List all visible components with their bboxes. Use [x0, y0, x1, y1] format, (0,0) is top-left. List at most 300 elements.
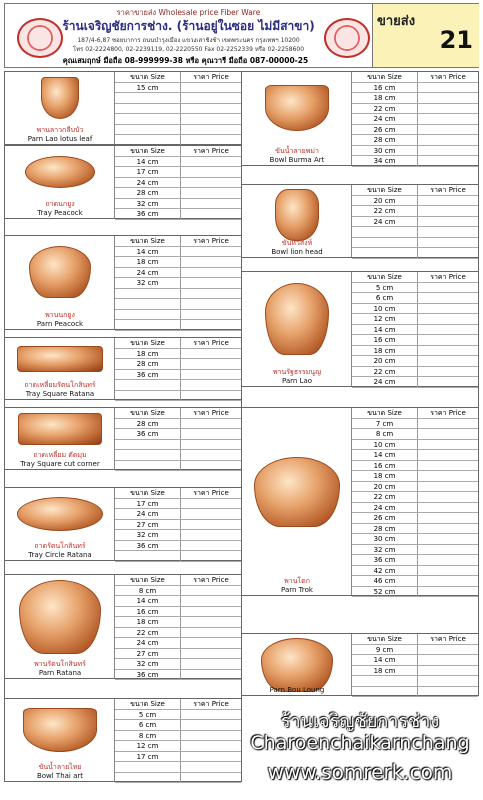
size-cell: 32 cm	[115, 530, 181, 540]
size-cell	[115, 380, 181, 390]
table-row	[352, 83, 478, 94]
size-cell: 16 cm	[352, 335, 418, 345]
table-row	[115, 310, 241, 321]
price-cell	[181, 247, 241, 257]
price-cell	[181, 499, 241, 509]
size-header: ขนาด Size	[352, 185, 418, 195]
price-cell	[181, 551, 241, 561]
size-cell: 46 cm	[352, 576, 418, 586]
size-header: ขนาด Size	[115, 146, 181, 156]
table-row	[115, 752, 241, 763]
size-cell	[115, 125, 181, 135]
product-name-thai: พานโตก	[284, 577, 310, 585]
table-row	[115, 520, 241, 531]
product-section	[5, 145, 241, 219]
product-name-english: Tray Square cut corner	[20, 460, 100, 468]
price-cell	[418, 524, 478, 534]
product-photo	[254, 457, 340, 527]
price-header: ราคา Price	[193, 576, 229, 584]
table-row	[352, 156, 478, 167]
table-header-row	[352, 72, 478, 83]
price-cell	[418, 238, 478, 248]
price-cell	[181, 157, 241, 167]
table-row	[115, 268, 241, 279]
size-price-table	[115, 408, 241, 471]
price-cell	[181, 199, 241, 209]
table-row	[115, 731, 241, 742]
table-row	[115, 157, 241, 168]
price-cell	[181, 762, 241, 772]
table-row	[115, 247, 241, 258]
size-cell: 8 cm	[115, 586, 181, 596]
table-header-row	[115, 72, 241, 83]
size-cell: 24 cm	[352, 114, 418, 124]
table-row	[115, 419, 241, 430]
table-row	[115, 199, 241, 210]
size-cell: 24 cm	[115, 638, 181, 648]
table-row	[115, 440, 241, 451]
size-cell	[115, 773, 181, 783]
size-cell: 24 cm	[115, 509, 181, 519]
product-name-thai: ขันน้ำลายไทย	[38, 763, 82, 771]
table-row	[352, 238, 478, 249]
price-cell	[181, 83, 241, 93]
table-row	[352, 687, 478, 698]
price-cell	[418, 156, 478, 166]
product-section	[5, 698, 241, 782]
price-cell	[181, 178, 241, 188]
table-row	[115, 586, 241, 597]
size-header: ขนาด Size	[115, 488, 181, 498]
price-cell	[181, 104, 241, 114]
price-cell	[181, 649, 241, 659]
table-row	[115, 450, 241, 461]
price-header: ราคา Price	[430, 273, 466, 281]
price-cell	[418, 687, 478, 697]
price-cell	[181, 752, 241, 762]
table-row	[115, 628, 241, 639]
table-row	[352, 429, 478, 440]
price-cell	[181, 659, 241, 669]
price-header: ราคา Price	[430, 73, 466, 81]
price-cell	[181, 461, 241, 471]
size-cell	[115, 289, 181, 299]
size-cell: 36 cm	[115, 670, 181, 680]
table-row	[352, 146, 478, 157]
table-row	[352, 377, 478, 388]
size-cell: 14 cm	[352, 450, 418, 460]
table-row	[352, 645, 478, 656]
price-cell	[418, 356, 478, 366]
size-cell: 18 cm	[115, 349, 181, 359]
table-row	[115, 125, 241, 136]
table-row	[115, 114, 241, 125]
size-cell: 16 cm	[352, 461, 418, 471]
size-cell: 20 cm	[352, 196, 418, 206]
table-row	[352, 293, 478, 304]
table-row	[115, 762, 241, 773]
table-row	[115, 93, 241, 104]
table-row	[115, 649, 241, 660]
size-price-table	[115, 72, 241, 146]
table-row	[352, 346, 478, 357]
price-cell	[181, 125, 241, 135]
price-cell	[418, 440, 478, 450]
size-cell: 28 cm	[352, 524, 418, 534]
size-cell: 14 cm	[352, 655, 418, 665]
size-header: ขนาด Size	[352, 72, 418, 82]
price-cell	[181, 450, 241, 460]
price-cell	[181, 710, 241, 720]
table-row	[115, 659, 241, 670]
price-cell	[418, 325, 478, 335]
table-row	[352, 217, 478, 228]
product-image-cell	[5, 236, 115, 329]
size-price-table	[115, 146, 241, 220]
price-header: ราคา Price	[193, 237, 229, 245]
product-section	[5, 407, 241, 470]
price-header: ราคา Price	[430, 186, 466, 194]
price-cell	[181, 530, 241, 540]
price-cell	[418, 93, 478, 103]
table-row	[115, 741, 241, 752]
size-cell	[115, 114, 181, 124]
size-price-table	[352, 72, 478, 167]
table-row	[352, 93, 478, 104]
price-cell	[181, 731, 241, 741]
price-cell	[418, 146, 478, 156]
price-cell	[181, 310, 241, 320]
size-price-table	[115, 488, 241, 562]
price-header: ราคา Price	[430, 409, 466, 417]
size-cell: 7 cm	[352, 419, 418, 429]
table-row	[115, 638, 241, 649]
price-cell	[418, 450, 478, 460]
product-image-cell	[5, 408, 115, 469]
table-row	[352, 492, 478, 503]
table-row	[115, 773, 241, 784]
price-cell	[418, 367, 478, 377]
price-cell	[418, 545, 478, 555]
table-row	[352, 196, 478, 207]
table-row	[115, 104, 241, 115]
size-cell: 32 cm	[352, 545, 418, 555]
table-row	[352, 304, 478, 315]
right-column	[241, 71, 479, 696]
product-name-english: Parn Ratana	[38, 669, 82, 677]
table-row	[352, 471, 478, 482]
table-header-row	[352, 408, 478, 419]
price-header: ราคา Price	[193, 489, 229, 497]
price-cell	[181, 741, 241, 751]
price-cell	[181, 520, 241, 530]
wholesale-box	[372, 4, 479, 67]
product-name-english: Parn Lao lotus leaf	[27, 134, 93, 143]
table-row	[115, 188, 241, 199]
size-cell: 14 cm	[115, 596, 181, 606]
size-cell: 20 cm	[352, 482, 418, 492]
size-cell: 16 cm	[115, 607, 181, 617]
table-row	[352, 440, 478, 451]
size-cell	[115, 320, 181, 330]
size-cell	[115, 104, 181, 114]
size-cell: 24 cm	[352, 217, 418, 227]
table-row	[115, 499, 241, 510]
price-cell	[181, 607, 241, 617]
size-cell: 14 cm	[352, 325, 418, 335]
price-cell	[418, 104, 478, 114]
size-cell: 18 cm	[352, 93, 418, 103]
price-header: ราคา Price	[193, 700, 229, 708]
size-cell: 22 cm	[352, 367, 418, 377]
table-header-row	[115, 575, 241, 586]
size-cell: 22 cm	[352, 104, 418, 114]
size-cell: 27 cm	[115, 649, 181, 659]
product-photo	[265, 283, 329, 355]
price-cell	[418, 576, 478, 586]
price-cell	[418, 217, 478, 227]
product-image-cell	[5, 488, 115, 560]
price-cell	[418, 587, 478, 597]
size-cell: 26 cm	[352, 125, 418, 135]
size-price-table	[115, 575, 241, 680]
table-row	[352, 655, 478, 666]
size-cell: 36 cm	[115, 429, 181, 439]
size-header: ขนาด Size	[115, 408, 181, 418]
table-row	[352, 450, 478, 461]
product-name-thai: พานนกยูง	[45, 310, 75, 319]
product-photo	[18, 413, 102, 445]
size-cell: 34 cm	[352, 156, 418, 166]
price-cell	[181, 429, 241, 439]
table-row	[115, 349, 241, 360]
table-row	[115, 278, 241, 289]
size-cell	[352, 676, 418, 686]
table-row	[352, 513, 478, 524]
size-cell: 15 cm	[115, 83, 181, 93]
table-row	[352, 206, 478, 217]
size-cell: 20 cm	[352, 356, 418, 366]
product-photo	[41, 77, 79, 119]
table-row	[115, 429, 241, 440]
size-cell	[115, 440, 181, 450]
size-cell: 6 cm	[115, 720, 181, 730]
product-photo	[265, 85, 329, 131]
table-row	[115, 289, 241, 300]
size-cell: 22 cm	[115, 628, 181, 638]
table-row	[352, 125, 478, 136]
table-row	[352, 566, 478, 577]
price-cell	[418, 566, 478, 576]
size-header: ขนาด Size	[115, 699, 181, 709]
price-cell	[181, 135, 241, 145]
price-cell	[181, 541, 241, 551]
table-row	[115, 167, 241, 178]
product-name-thai: ขันน้ำลายพม่า	[275, 146, 319, 155]
size-cell: 14 cm	[115, 247, 181, 257]
size-cell: 28 cm	[115, 359, 181, 369]
wholesale-label: ขายส่ง	[377, 14, 416, 29]
size-cell: 8 cm	[352, 429, 418, 439]
product-image-cell	[242, 634, 352, 695]
price-cell	[418, 206, 478, 216]
price-cell	[418, 461, 478, 471]
size-cell: 17 cm	[115, 499, 181, 509]
price-cell	[418, 492, 478, 502]
product-name-english: Parn Peacock	[36, 319, 84, 328]
size-cell: 8 cm	[115, 731, 181, 741]
size-cell: 5 cm	[352, 283, 418, 293]
price-cell	[181, 380, 241, 390]
size-cell	[115, 461, 181, 471]
table-row	[115, 380, 241, 391]
product-section	[5, 337, 241, 400]
product-image-cell	[5, 146, 115, 218]
table-row	[352, 555, 478, 566]
shop-name: ร้านเจริญชัยการช่าง. (ร้านอยู่ในซอย ไม่มีสาขา)	[62, 19, 315, 33]
size-cell	[115, 135, 181, 145]
size-cell	[352, 248, 418, 258]
table-row	[115, 135, 241, 146]
product-name-thai: ขันหัวสิงห์	[281, 238, 313, 247]
product-name-english: Parn Lao	[281, 376, 313, 385]
price-cell	[418, 482, 478, 492]
size-cell: 10 cm	[352, 304, 418, 314]
table-row	[352, 367, 478, 378]
table-row	[352, 524, 478, 535]
size-cell: 36 cm	[115, 541, 181, 551]
product-name-english: Tray Peacock	[37, 208, 83, 217]
size-cell: 18 cm	[352, 346, 418, 356]
price-cell	[418, 135, 478, 145]
size-cell: 24 cm	[115, 268, 181, 278]
table-row	[115, 359, 241, 370]
product-image-cell	[242, 185, 352, 257]
price-cell	[418, 248, 478, 258]
price-cell	[181, 720, 241, 730]
table-row	[352, 503, 478, 514]
table-row	[352, 227, 478, 238]
shop-phones: โทร 02-2224800, 02-2239119, 02-2220550 Fax 02-2252339 หรือ 02-2258600	[72, 46, 305, 53]
size-cell: 6 cm	[352, 293, 418, 303]
price-cell	[181, 268, 241, 278]
table-row	[115, 617, 241, 628]
price-header: ราคา Price	[430, 635, 466, 643]
table-row	[115, 83, 241, 94]
size-cell	[115, 299, 181, 309]
size-cell: 18 cm	[115, 617, 181, 627]
table-header-row	[352, 272, 478, 283]
product-photo	[19, 580, 101, 654]
product-name-english: Bowl Burma Art	[269, 155, 325, 164]
product-photo	[25, 156, 95, 188]
size-cell	[115, 93, 181, 103]
product-photo	[261, 638, 333, 692]
size-price-table	[115, 338, 241, 401]
table-row	[352, 248, 478, 259]
table-row	[115, 710, 241, 721]
size-cell	[352, 227, 418, 237]
product-name-thai: ถาดนกยูง	[45, 199, 75, 208]
price-cell	[181, 257, 241, 267]
table-row	[115, 257, 241, 268]
price-cell	[418, 125, 478, 135]
size-cell: 36 cm	[115, 209, 181, 219]
size-cell: 22 cm	[352, 492, 418, 502]
price-cell	[181, 370, 241, 380]
size-cell: 16 cm	[352, 83, 418, 93]
table-row	[352, 587, 478, 598]
product-photo	[275, 189, 319, 241]
price-cell	[418, 314, 478, 324]
table-header-row	[115, 699, 241, 710]
product-name-english: Tray Square Ratana	[25, 390, 95, 398]
shop-address: 187/4-6,87 ซอยบาการ ถนนบำรุงเมือง แขวงเสาชิงช้า เขตพระนคร กรุงเทพฯ 10200	[77, 37, 300, 44]
table-row	[115, 209, 241, 220]
size-cell	[352, 238, 418, 248]
table-row	[115, 596, 241, 607]
size-price-table	[115, 236, 241, 331]
size-cell: 27 cm	[115, 520, 181, 530]
size-cell: 26 cm	[352, 513, 418, 523]
product-name-thai: ถาดเหลี่ยม ตัดมุม	[33, 451, 87, 459]
size-price-table	[352, 185, 478, 259]
size-cell: 18 cm	[352, 471, 418, 481]
contact-line: คุณเสมฤกษ์ มือถือ 08-999999-38 หรือ คุณวารี มือถือ 087-00000-25	[62, 56, 309, 65]
size-cell: 24 cm	[352, 503, 418, 513]
size-price-table	[352, 408, 478, 597]
table-row	[115, 370, 241, 381]
product-name-thai: พานรัฐธรรมนูญ	[272, 367, 322, 376]
size-cell: 9 cm	[352, 645, 418, 655]
size-header: ขนาด Size	[352, 408, 418, 418]
table-row	[115, 541, 241, 552]
price-cell	[181, 320, 241, 330]
price-cell	[418, 419, 478, 429]
size-header: ขนาด Size	[115, 72, 181, 82]
size-price-table	[115, 699, 241, 783]
price-cell	[418, 513, 478, 523]
price-cell	[418, 293, 478, 303]
price-cell	[418, 114, 478, 124]
table-header-row	[352, 185, 478, 196]
price-cell	[181, 440, 241, 450]
size-cell: 36 cm	[352, 555, 418, 565]
price-cell	[418, 503, 478, 513]
size-cell: 18 cm	[115, 257, 181, 267]
size-cell: 28 cm	[115, 188, 181, 198]
watermark-thai: ร้านเจริญชัยการช่าง	[280, 711, 440, 732]
product-photo	[29, 246, 91, 298]
size-cell: 32 cm	[115, 199, 181, 209]
price-cell	[418, 377, 478, 387]
size-cell	[115, 551, 181, 561]
price-cell	[418, 655, 478, 665]
price-cell	[418, 666, 478, 676]
table-row	[352, 314, 478, 325]
price-cell	[181, 359, 241, 369]
size-cell: 17 cm	[115, 167, 181, 177]
product-section	[242, 407, 478, 596]
product-section	[5, 235, 241, 330]
product-name-english: Bowl Thai art	[36, 772, 84, 780]
price-cell	[418, 645, 478, 655]
table-row	[352, 104, 478, 115]
price-cell	[418, 227, 478, 237]
size-cell	[352, 687, 418, 697]
size-cell	[115, 762, 181, 772]
price-cell	[181, 628, 241, 638]
